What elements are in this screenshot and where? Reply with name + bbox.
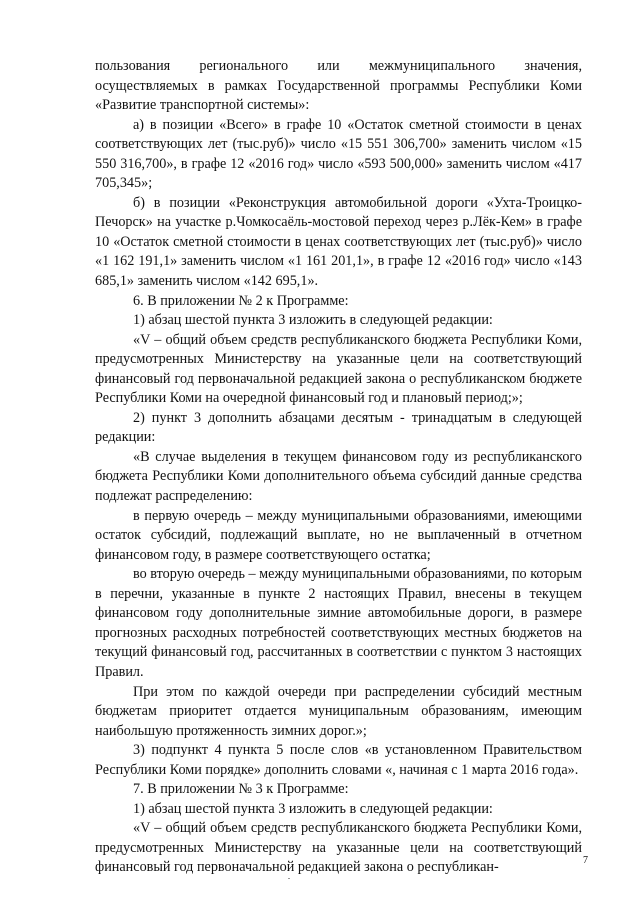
paragraph-priority-note: При этом по каждой очереди при распределении субсидий местным бюджетам приоритет отдается муниципальным образованиям, имеющим наибольшую протяженность зимних дорог.»; (95, 683, 582, 739)
page-number: 7 (583, 855, 588, 866)
paragraph-first-priority: в первую очередь – между муниципальными образованиями, имеющими остаток субсидий, подлежащий выплате, но не выплаченный в отчетном финансовом году, в размере соответствующего остатка; (95, 507, 582, 563)
paragraph-7-1-quote: «V – общий объем средств республиканского бюджета Республики Коми, предусмотренных Министерству на указанные цели на соответствующий финансовый год первоначальной редакцией закона о республикан- (95, 820, 582, 876)
paragraph-7-1: 1) абзац шестой пункта 3 изложить в следующей редакции: (133, 800, 493, 817)
paragraph-item-a: а) в позиции «Всего» в графе 10 «Остаток сметной стоимости в ценах соответствующих лет (тыс.руб)» число «15 551 306,700» заменить числом «15 550 316,700», в графе 12 «2016 год» число «593 500,000» заменить числом «417 705,345»; (95, 116, 582, 192)
paragraph-6-3: 3) подпункт 4 пункта 5 после слов «в установленном Правительством Республики Коми порядке» дополнить словами «, начиная с 1 марта 2016 года». (95, 742, 582, 778)
paragraph-second-priority: во вторую очередь – между муниципальными образованиями, по которым в перечни, указанные в пункте 2 настоящих Правил, внесены в текущем финансовом году дополнительные зимние автомобильные дороги, в размере прогнозных расходных потребностей соответствующих местных бюджетов на текущий финансовый год, рассчитанных в соответствии с пунктом 3 настоящих Правил. (95, 566, 582, 680)
paragraph-6-2-quote: «В случае выделения в текущем финансовом году из республиканского бюджета Республики Коми дополнительного объема субсидий данные средства подлежат распределению: (95, 448, 582, 505)
paragraph-6-1: 1) абзац шестой пункта 3 изложить в следующей редакции: (133, 312, 493, 329)
paragraph-6-2: 2) пункт 3 дополнить абзацами десятым - тринадцатым в следующей редакции: (95, 409, 582, 446)
scan-speck (288, 878, 290, 879)
paragraph-continuation: пользования регионального или межмуниципального значения, осуществляемых в рамках Государственной программы Республики Коми «Развитие транспортной системы»: (95, 58, 582, 114)
paragraph-6-1-quote: «V – общий объем средств республиканского бюджета Республики Коми, предусмотренных Министерству на указанные цели на соответствующий финансовый год первоначальной редакцией закона о республиканском бюджете Республики Коми на очередной финансовый год и плановый период;»; (95, 331, 582, 407)
document-body (95, 57, 582, 878)
paragraph-item-b: б) в позиции «Реконструкция автомобильной дороги «Ухта-Троицко-Печорск» на участке р.Чомкосаёль-мостовой переход через р.Лёк-Кем» в графе 10 «Остаток сметной стоимости в ценах соответствующих лет (тыс.руб)» число «1 162 191,1» заменить числом «1 161 201,1», в графе 12 «2016 год» число «143 685,1» заменить числом «142 695,1». (95, 194, 582, 290)
paragraph-section-7: 7. В приложении № 3 к Программе: (133, 781, 349, 798)
paragraph-section-6: 6. В приложении № 2 к Программе: (133, 292, 349, 309)
